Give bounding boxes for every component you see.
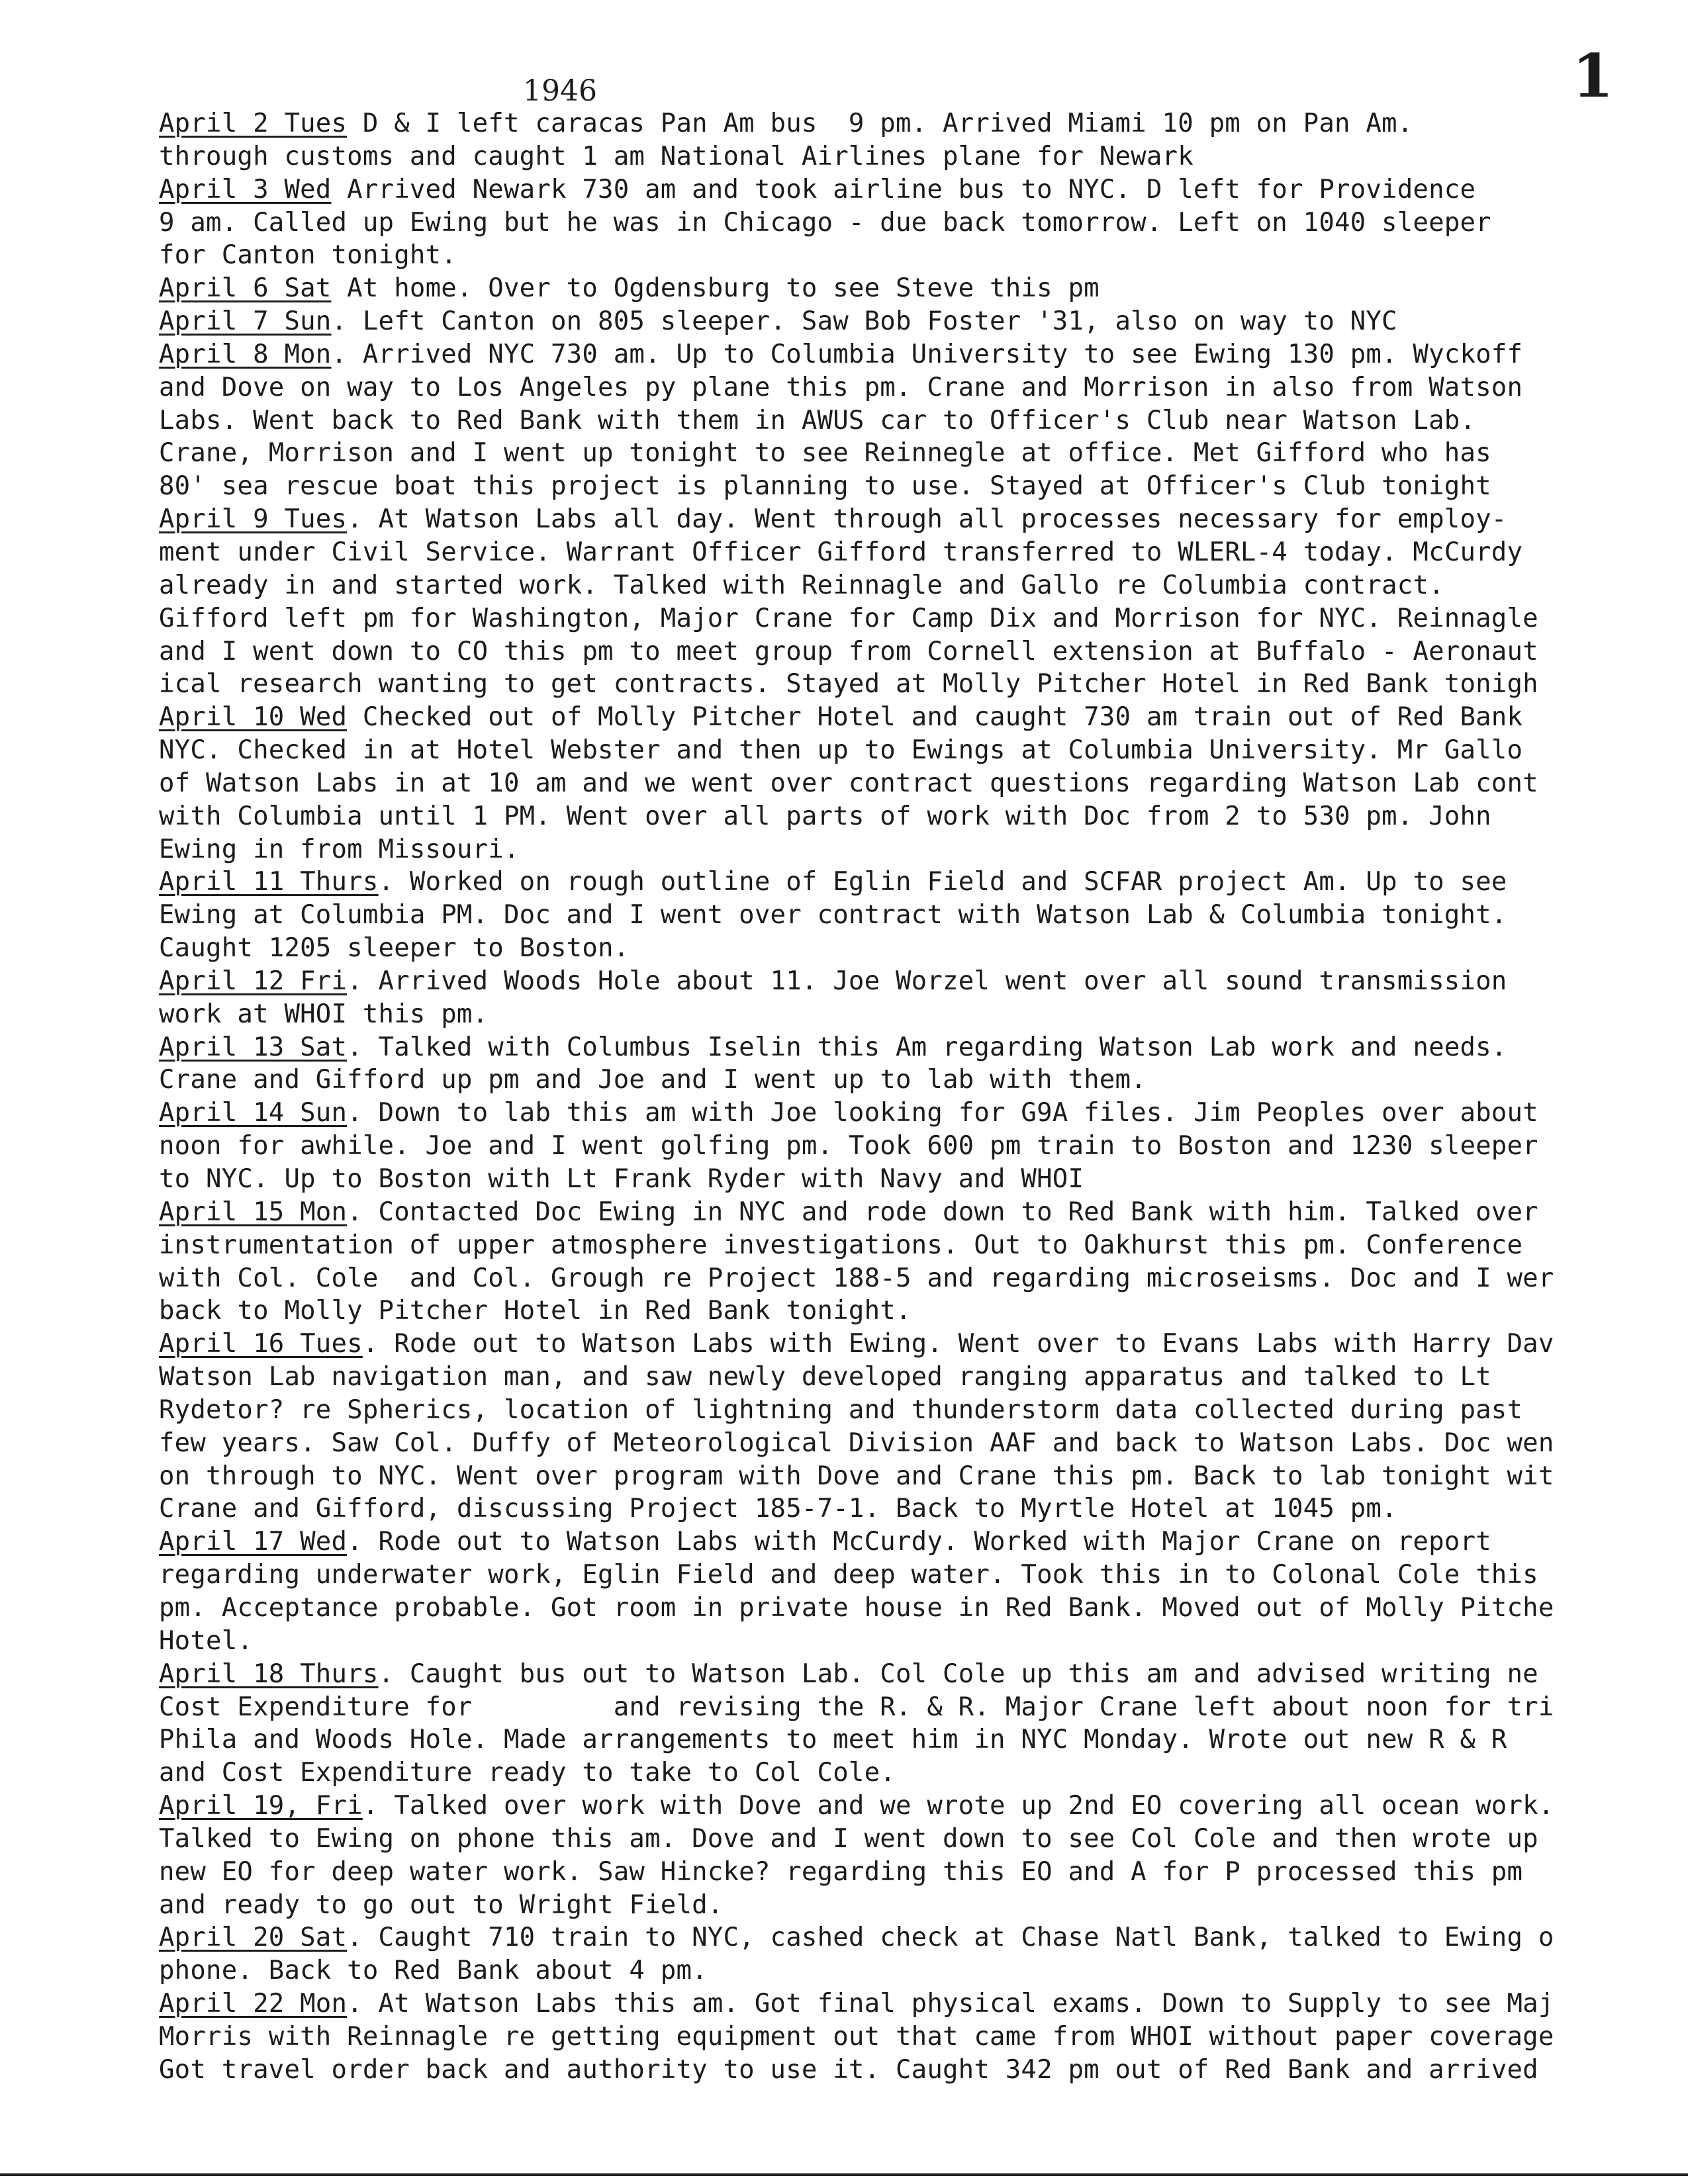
entry-text: . Caught bus out to Watson Lab. Col Cole up this am and advised writing ne	[378, 1659, 1538, 1689]
entry-text: on through to NYC. Went over program with Dove and Crane this pm. Back to lab tonight wit	[159, 1461, 1554, 1491]
entry-text: Gifford left pm for Washington, Major Crane for Camp Dix and Morrison for NYC. Reinnagle	[159, 603, 1538, 633]
entry-text: through customs and caught 1 am National Airlines plane for Newark	[159, 141, 1194, 171]
diary-text-line	[159, 1723, 1642, 1756]
entry-text: 80' sea rescue boat this project is planning to use. Stayed at Officer's Club tonight	[159, 471, 1491, 502]
entry-text: for Canton tonight.	[159, 240, 457, 271]
entry-text: few years. Saw Col. Duffy of Meteorological Division AAF and back to Watson Labs. Doc wen	[159, 1428, 1554, 1458]
entry-text: . Arrived NYC 730 am. Up to Columbia University to see Ewing 130 pm. Wyckoff	[331, 339, 1523, 369]
diary-entry-start-line	[159, 1031, 1642, 1064]
entry-text: Watson Lab navigation man, and saw newly developed ranging apparatus and talked to Lt	[159, 1362, 1491, 1392]
entry-text: . Contacted Doc Ewing in NYC and rode down to Red Bank with him. Talked over	[347, 1197, 1538, 1227]
diary-text-line	[159, 1823, 1642, 1856]
diary-entry-start-line	[159, 305, 1642, 338]
entry-date: April 18 Thurs	[159, 1659, 379, 1689]
entry-text: . Talked with Columbus Iselin this Am regarding Watson Lab work and needs.	[347, 1032, 1507, 1062]
diary-entry-start-line	[159, 1328, 1642, 1361]
diary-entry-start-line	[159, 965, 1642, 998]
entry-date: April 13 Sat	[159, 1032, 348, 1062]
entry-text: . Arrived Woods Hole about 11. Joe Worzel went over all sound transmission	[347, 966, 1507, 996]
entry-text: instrumentation of upper atmosphere investigations. Out to Oakhurst this pm. Conference	[159, 1230, 1523, 1260]
diary-entry-start-line	[159, 272, 1642, 305]
entry-text: Morris with Reinnagle re getting equipment out that came from WHOI without paper coverage	[159, 2021, 1554, 2052]
diary-text-line	[159, 1130, 1642, 1163]
diary-text-line	[159, 602, 1642, 635]
entry-text: Ewing at Columbia PM. Doc and I went over contract with Watson Lab & Columbia tonight.	[159, 900, 1507, 931]
entry-text: . Down to lab this am with Joe looking for G9A files. Jim Peoples over about	[347, 1098, 1538, 1128]
diary-text-line	[159, 833, 1642, 866]
entry-text: . Worked on rough outline of Eglin Field and SCFAR project Am. Up to see	[378, 867, 1507, 897]
diary-text-line	[159, 668, 1642, 701]
year-heading: 1946	[523, 74, 597, 108]
entry-text: regarding underwater work, Eglin Field and deep water. Took this in to Colonal Cole this	[159, 1560, 1538, 1590]
entry-date: April 10 Wed	[159, 702, 348, 733]
entry-text: Crane and Gifford up pm and Joe and I went up to lab with them.	[159, 1065, 1147, 1095]
entry-date: April 7 Sun	[159, 306, 332, 337]
diary-text-line	[159, 470, 1642, 503]
entry-text: Talked to Ewing on phone this am. Dove and I went down to see Col Cole and then wrote up	[159, 1823, 1538, 1854]
entry-date: April 17 Wed	[159, 1527, 348, 1557]
diary-entry-start-line	[159, 1196, 1642, 1229]
entry-text: . At Watson Labs this am. Got final physical exams. Down to Supply to see Maj	[347, 1989, 1554, 2019]
entry-text: Rydetor? re Spherics, location of lightning and thunderstorm data collected during past	[159, 1394, 1523, 1425]
diary-text-line	[159, 998, 1642, 1031]
entry-text: At home. Over to Ogdensburg to see Steve this pm	[331, 273, 1100, 304]
entry-text: . At Watson Labs all day. Went through all processes necessary for employ-	[347, 504, 1507, 535]
entry-text: ment under Civil Service. Warrant Officer Gifford transferred to WLERL-4 today. McCurdy	[159, 537, 1523, 567]
diary-text-line	[159, 1592, 1642, 1625]
entry-text: Ewing in from Missouri.	[159, 834, 520, 864]
diary-text-line	[159, 239, 1642, 272]
diary-text-line	[159, 1954, 1642, 1987]
entry-text: . Rode out to Watson Labs with Ewing. Went over to Evans Labs with Harry Dav	[362, 1329, 1554, 1359]
diary-entry-start-line	[159, 1987, 1642, 2021]
diary-text-line	[159, 2054, 1642, 2087]
entry-text: . Talked over work with Dove and we wrote up 2nd EO covering all ocean work.	[362, 1791, 1554, 1821]
diary-entry-start-line	[159, 503, 1642, 536]
diary-text-line	[159, 404, 1642, 437]
entry-text: pm. Acceptance probable. Got room in private house in Red Bank. Moved out of Molly Pitche	[159, 1592, 1554, 1623]
entry-text: Crane and Gifford, discussing Project 185-7-1. Back to Myrtle Hotel at 1045 pm.	[159, 1494, 1397, 1524]
diary-text-line	[159, 1295, 1642, 1328]
diary-text-line	[159, 437, 1642, 470]
entry-text: 9 am. Called up Ewing but he was in Chicago - due back tomorrow. Left on 1040 sleeper	[159, 207, 1491, 238]
entry-text: back to Molly Pitcher Hotel in Red Bank tonight.	[159, 1296, 912, 1326]
diary-text-line	[159, 2021, 1642, 2054]
entry-text: Arrived Newark 730 am and took airline bus to NYC. D left for Providence	[331, 174, 1476, 205]
diary-text-line	[159, 206, 1642, 240]
entry-text: . Rode out to Watson Labs with McCurdy. Worked with Major Crane on report	[347, 1527, 1491, 1557]
entry-text: Phila and Woods Hole. Made arrangements to meet him in NYC Monday. Wrote out new R & R	[159, 1725, 1507, 1755]
entry-text: and I went down to CO this pm to meet group from Cornell extension at Buffalo - Aeronaut	[159, 636, 1538, 666]
entry-date: April 8 Mon	[159, 339, 332, 369]
entry-text: with Col. Cole and Col. Grough re Project 188-5 and regarding microseisms. Doc and I wer	[159, 1263, 1554, 1293]
entry-date: April 20 Sat	[159, 1923, 348, 1953]
diary-text-line	[159, 1559, 1642, 1592]
diary-entries	[159, 107, 1642, 2087]
entry-text: noon for awhile. Joe and I went golfing pm. Took 600 pm train to Boston and 1230 sleeper	[159, 1131, 1538, 1161]
diary-text-line	[159, 1625, 1642, 1658]
diary-text-line	[159, 767, 1642, 800]
entry-date: April 22 Mon	[159, 1989, 348, 2019]
entry-text: already in and started work. Talked with Reinnagle and Gallo re Columbia contract.	[159, 570, 1444, 600]
diary-text-line	[159, 932, 1642, 965]
entry-text: Cost Expenditure for and revising the R. & R. Major Crane left about noon for tri	[159, 1692, 1554, 1722]
entry-date: April 9 Tues	[159, 504, 348, 535]
diary-text-line	[159, 635, 1642, 668]
diary-text-line	[159, 536, 1642, 569]
diary-text-line	[159, 1691, 1642, 1724]
entry-text: work at WHOI this pm.	[159, 999, 489, 1029]
entry-text: ical research wanting to get contracts. Stayed at Molly Pitcher Hotel in Red Bank tonigh	[159, 669, 1538, 700]
diary-text-line	[159, 569, 1642, 602]
page-bottom-rule	[0, 2173, 1688, 2176]
diary-text-line	[159, 1229, 1642, 1262]
entry-date: April 14 Sun	[159, 1098, 348, 1128]
diary-entry-start-line	[159, 338, 1642, 371]
page-number: 1	[1572, 41, 1614, 111]
entry-text: and Cost Expenditure ready to take to Col Cole.	[159, 1758, 896, 1788]
entry-text: new EO for deep water work. Saw Hincke? regarding this EO and A for P processed this pm	[159, 1856, 1523, 1887]
entry-text: NYC. Checked in at Hotel Webster and then up to Ewings at Columbia University. Mr Gallo	[159, 735, 1523, 766]
diary-text-line	[159, 1394, 1642, 1427]
entry-text: phone. Back to Red Bank about 4 pm.	[159, 1956, 708, 1986]
diary-entry-start-line	[159, 1790, 1642, 1823]
entry-text: and ready to go out to Wright Field.	[159, 1889, 724, 1920]
entry-date: April 15 Mon	[159, 1197, 348, 1227]
entry-date: April 19, Fri	[159, 1791, 363, 1821]
diary-text-line	[159, 1064, 1642, 1097]
diary-entry-start-line	[159, 107, 1642, 140]
entry-date: April 2 Tues	[159, 109, 348, 138]
entry-text: with Columbia until 1 PM. Went over all parts of work with Doc from 2 to 530 pm. John	[159, 801, 1491, 831]
diary-text-line	[159, 1460, 1642, 1493]
entry-date: April 12 Fri	[159, 966, 348, 996]
diary-text-line	[159, 1492, 1642, 1525]
entry-text: Checked out of Molly Pitcher Hotel and caught 730 am train out of Red Bank	[347, 702, 1523, 733]
diary-text-line	[159, 1889, 1642, 1922]
entry-date: April 6 Sat	[159, 273, 332, 304]
diary-text-line	[159, 371, 1642, 404]
entry-date: April 16 Tues	[159, 1329, 363, 1359]
diary-entry-start-line	[159, 1921, 1642, 1954]
diary-text-line	[159, 899, 1642, 932]
entry-text: D & I left caracas Pan Am bus 9 pm. Arrived Miami 10 pm on Pan Am.	[347, 109, 1413, 138]
entry-text: Labs. Went back to Red Bank with them in AWUS car to Officer's Club near Watson Lab.	[159, 405, 1476, 435]
diary-text-line	[159, 1262, 1642, 1295]
entry-text: and Dove on way to Los Angeles py plane this pm. Crane and Morrison in also from Watson	[159, 372, 1523, 402]
diary-entry-start-line	[159, 173, 1642, 206]
entry-text: Got travel order back and authority to use it. Caught 342 pm out of Red Bank and arrived	[159, 2054, 1538, 2085]
entry-text: . Left Canton on 805 sleeper. Saw Bob Foster '31, also on way to NYC	[331, 306, 1397, 337]
diary-text-line	[159, 734, 1642, 767]
entry-text: of Watson Labs in at 10 am and we went over contract questions regarding Watson Lab cont	[159, 768, 1538, 798]
diary-entry-start-line	[159, 866, 1642, 899]
diary-text-line	[159, 1361, 1642, 1394]
diary-entry-start-line	[159, 1658, 1642, 1691]
entry-text: . Caught 710 train to NYC, cashed check at Chase Natl Bank, talked to Ewing o	[347, 1923, 1554, 1953]
entry-text: Hotel.	[159, 1625, 254, 1656]
diary-entry-start-line	[159, 701, 1642, 734]
entry-date: April 11 Thurs	[159, 867, 379, 897]
diary-entry-start-line	[159, 1097, 1642, 1130]
entry-text: Caught 1205 sleeper to Boston.	[159, 933, 630, 964]
diary-text-line	[159, 1427, 1642, 1460]
diary-text-line	[159, 1163, 1642, 1196]
entry-text: to NYC. Up to Boston with Lt Frank Ryder with Navy and WHOI	[159, 1164, 1084, 1194]
entry-text: Crane, Morrison and I went up tonight to see Reinnegle at office. Met Gifford who has	[159, 438, 1491, 469]
entry-date: April 3 Wed	[159, 174, 332, 205]
diary-entry-start-line	[159, 1525, 1642, 1559]
diary-text-line	[159, 1856, 1642, 1889]
diary-text-line	[159, 140, 1642, 173]
diary-text-line	[159, 1756, 1642, 1790]
diary-text-line	[159, 800, 1642, 833]
